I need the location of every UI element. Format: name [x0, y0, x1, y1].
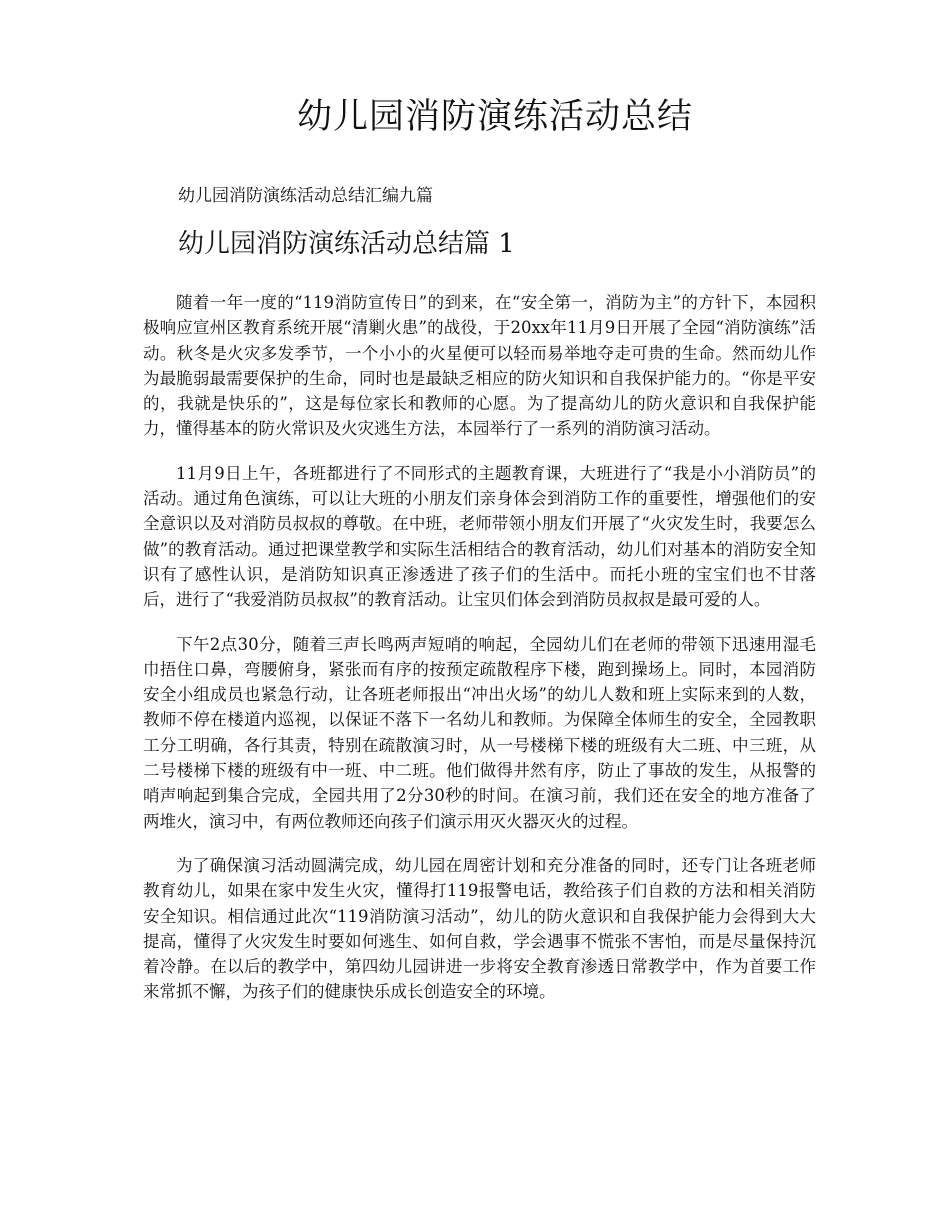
paragraph-2: 11月9日上午，各班都进行了不同形式的主题教育课，大班进行了“我是小小消防员”的活动。通过角色演练，可以让大班的小朋友们亲身体会到消防工作的重要性，增强他们的安全意识以及对消防员叔叔的尊敬。在中班，老师带领小朋友们开展了“火灾发生时，我要怎么做”的教育活动。通过把课堂教学和实际生活相结合的教育活动，幼儿们对基本的消防安全知识有了感性认识，是消防知识真正渗透进了孩子们的生活中。而托小班的宝宝们也不甘落后，进行了“我爱消防员叔叔”的教育活动。让宝贝们体会到消防员叔叔是最可爱的人。 [143, 463, 816, 610]
document-subtitle: 幼儿园消防演练活动总结汇编九篇 [178, 186, 433, 206]
paragraph-4: 为了确保演习活动圆满完成，幼儿园在周密计划和充分准备的同时，还专门让各班老师教育幼儿，如果在家中发生火灾，懂得打119报警电话，教给孩子们自救的方法和相关消防安全知识。相信通过此次“119消防演习活动”，幼儿的防火意识和自我保护能力会得到大大提高，懂得了火灾发生时要如何逃生、如何自救，学会遇事不慌张不害怕，而是尽量保持沉着冷静。在以后的教学中，第四幼儿园讲进一步将安全教育渗透日常教学中，作为首要工作来常抓不懈，为孩子们的健康快乐成长创造安全的环境。 [143, 855, 816, 1002]
document-title: 幼儿园消防演练活动总结 [296, 97, 693, 137]
section-heading: 幼儿园消防演练活动总结篇 1 [178, 229, 515, 259]
paragraph-1: 随着一年一度的“119消防宣传日”的到来，在“安全第一，消防为主”的方针下，本园积极响应宣州区教育系统开展“清剿火患”的战役，于20xx年11月9日开展了全园“消防演练”活动。秋冬是火灾多发季节，一个小小的火星便可以轻而易举地夺走可贵的生命。然而幼儿作为最脆弱最需要保护的生命，同时也是最缺乏相应的防火知识和自我保护能力的。“你是平安的，我就是快乐的”，这是每位家长和教师的心愿。为了提高幼儿的防火意识和自我保护能力，懂得基本的防火常识及火灾逃生方法，本园举行了一系列的消防演习活动。 [143, 293, 816, 439]
document-body [143, 290, 816, 1024]
paragraph-3: 下午2点30分，随着三声长鸣两声短哨的响起，全园幼儿们在老师的带领下迅速用湿毛巾捂住口鼻，弯腰俯身，紧张而有序的按预定疏散程序下楼，跑到操场上。同时，本园消防安全小组成员也紧急行动，让各班老师报出“冲出火场”的幼儿人数和班上实际来到的人数，教师不停在楼道内巡视，以保证不落下一名幼儿和教师。为保障全体师生的安全，全园教职工分工明确，各行其责，特别在疏散演习时，从一号楼梯下楼的班级有大二班、中三班，从二号楼梯下楼的班级有中一班、中二班。他们做得井然有序，防止了事故的发生，从报警的哨声响起到集合完成，全园共用了2分30秒的时间。在演习前，我们还在安全的地方准备了两堆火，演习中，有两位教师还向孩子们演示用灭火器灭火的过程。 [143, 634, 816, 831]
